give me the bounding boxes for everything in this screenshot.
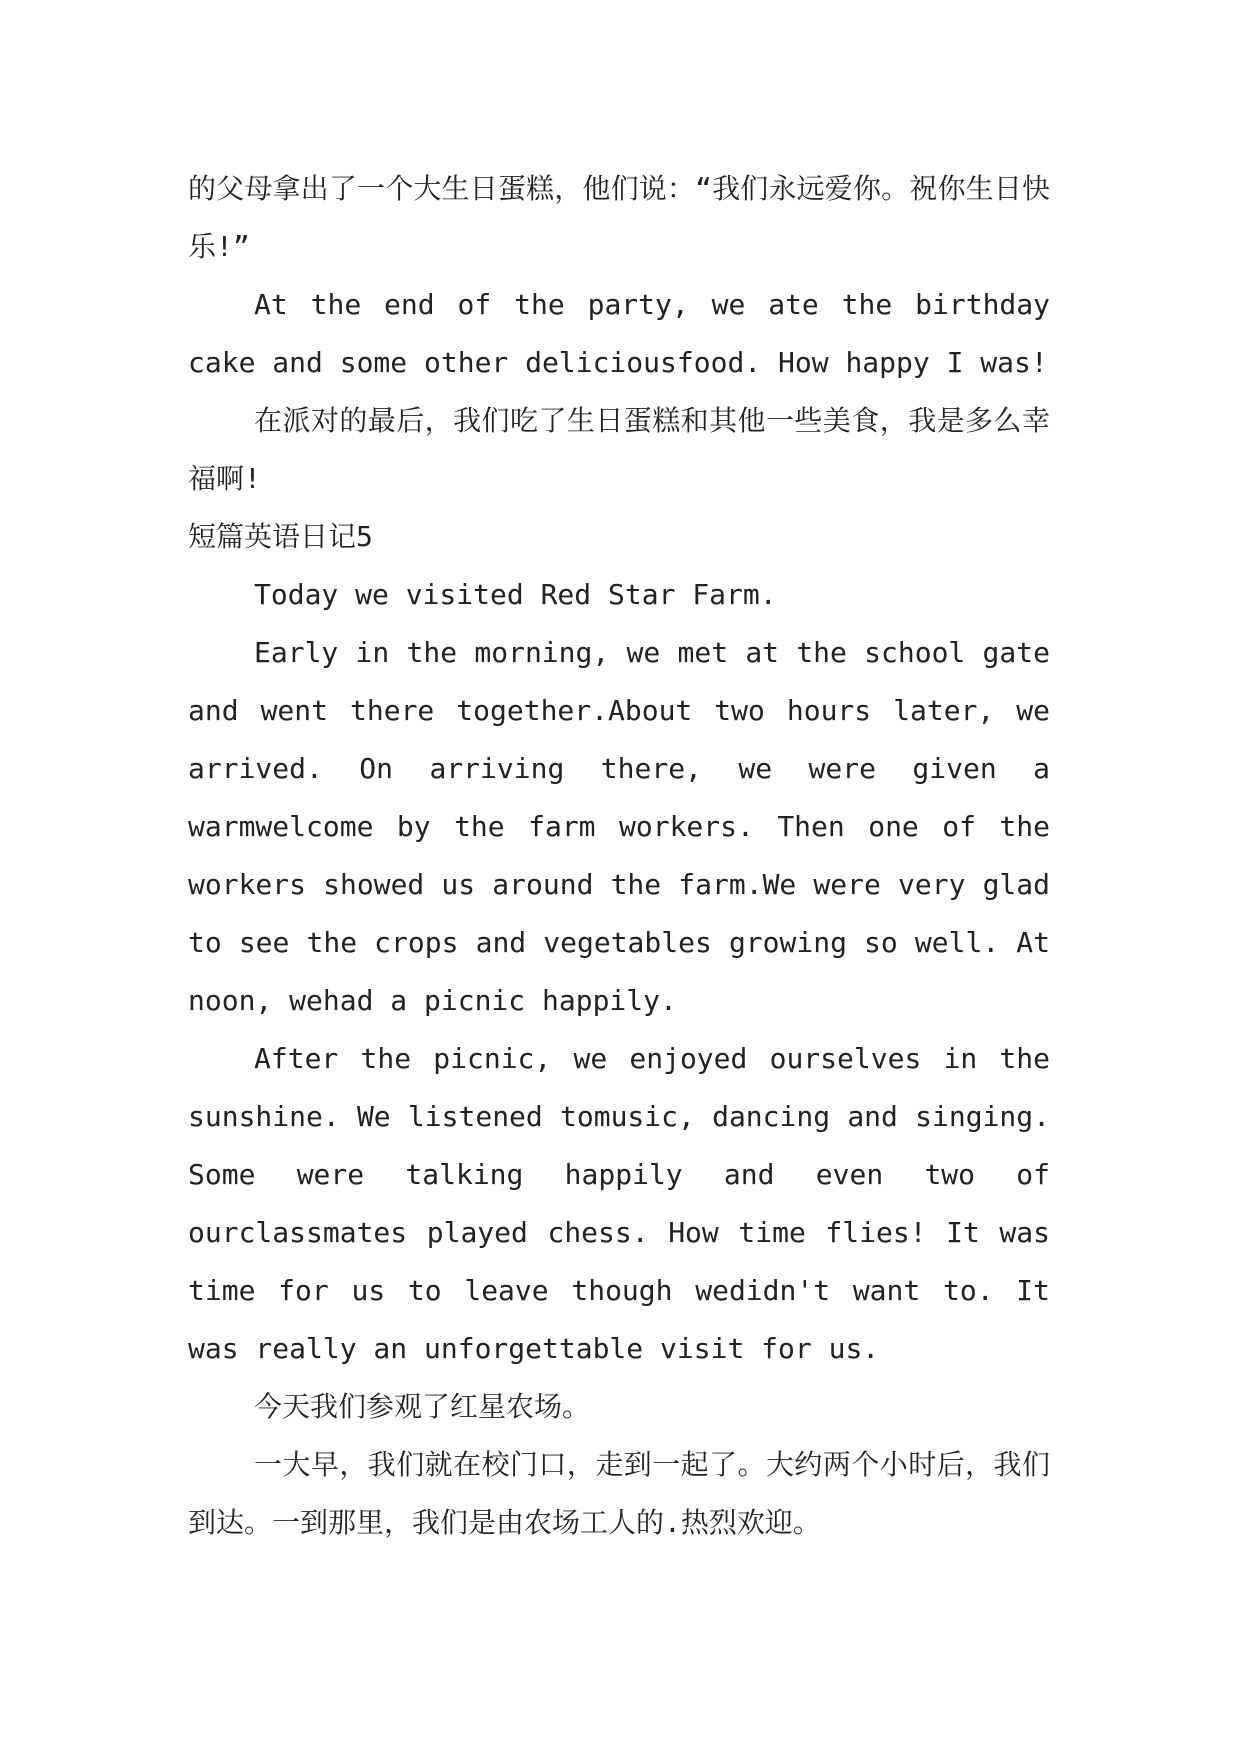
paragraph-farm-morning-cn: 一大早，我们就在校门口，走到一起了。大约两个小时后，我们到达。一到那里，我们是由农场工人的.热烈欢迎。 xyxy=(188,1448,1050,1539)
paragraph-party-end-en: At the end of the party, we ate the birthday cake and some other deliciousfood. How happy I was! xyxy=(188,288,1050,379)
paragraph-farm-picnic-en: After the picnic, we enjoyed ourselves in the sunshine. We listened tomusic, dancing and singing. Some were talking happily and even two of ourclassmates played chess. How time flies! It was time for us to leave though wedidn't want to. It was really an unforgettable visit for us. xyxy=(188,1042,1050,1365)
paragraph-farm-intro-en: Today we visited Red Star Farm. xyxy=(254,578,777,611)
document-body xyxy=(188,160,1050,1552)
paragraph-farm-morning-en: Early in the morning, we met at the school gate and went there together.About two hours later, we arrived. On arriving there, we were given a warmwelcome by the farm workers. Then one of the workers showed us around the farm.We were very glad to see the crops and vegetables growing so well. At noon, wehad a picnic happily. xyxy=(188,636,1050,1017)
paragraph-party-end-cn: 在派对的最后，我们吃了生日蛋糕和其他一些美食，我是多么幸福啊! xyxy=(188,404,1050,495)
section-heading: 短篇英语日记5 xyxy=(188,520,373,553)
paragraph-farm-intro-cn: 今天我们参观了红星农场。 xyxy=(254,1390,591,1423)
paragraph-birthday-cake-cn: 的父母拿出了一个大生日蛋糕，他们说：“我们永远爱你。祝你生日快乐!” xyxy=(188,172,1050,263)
